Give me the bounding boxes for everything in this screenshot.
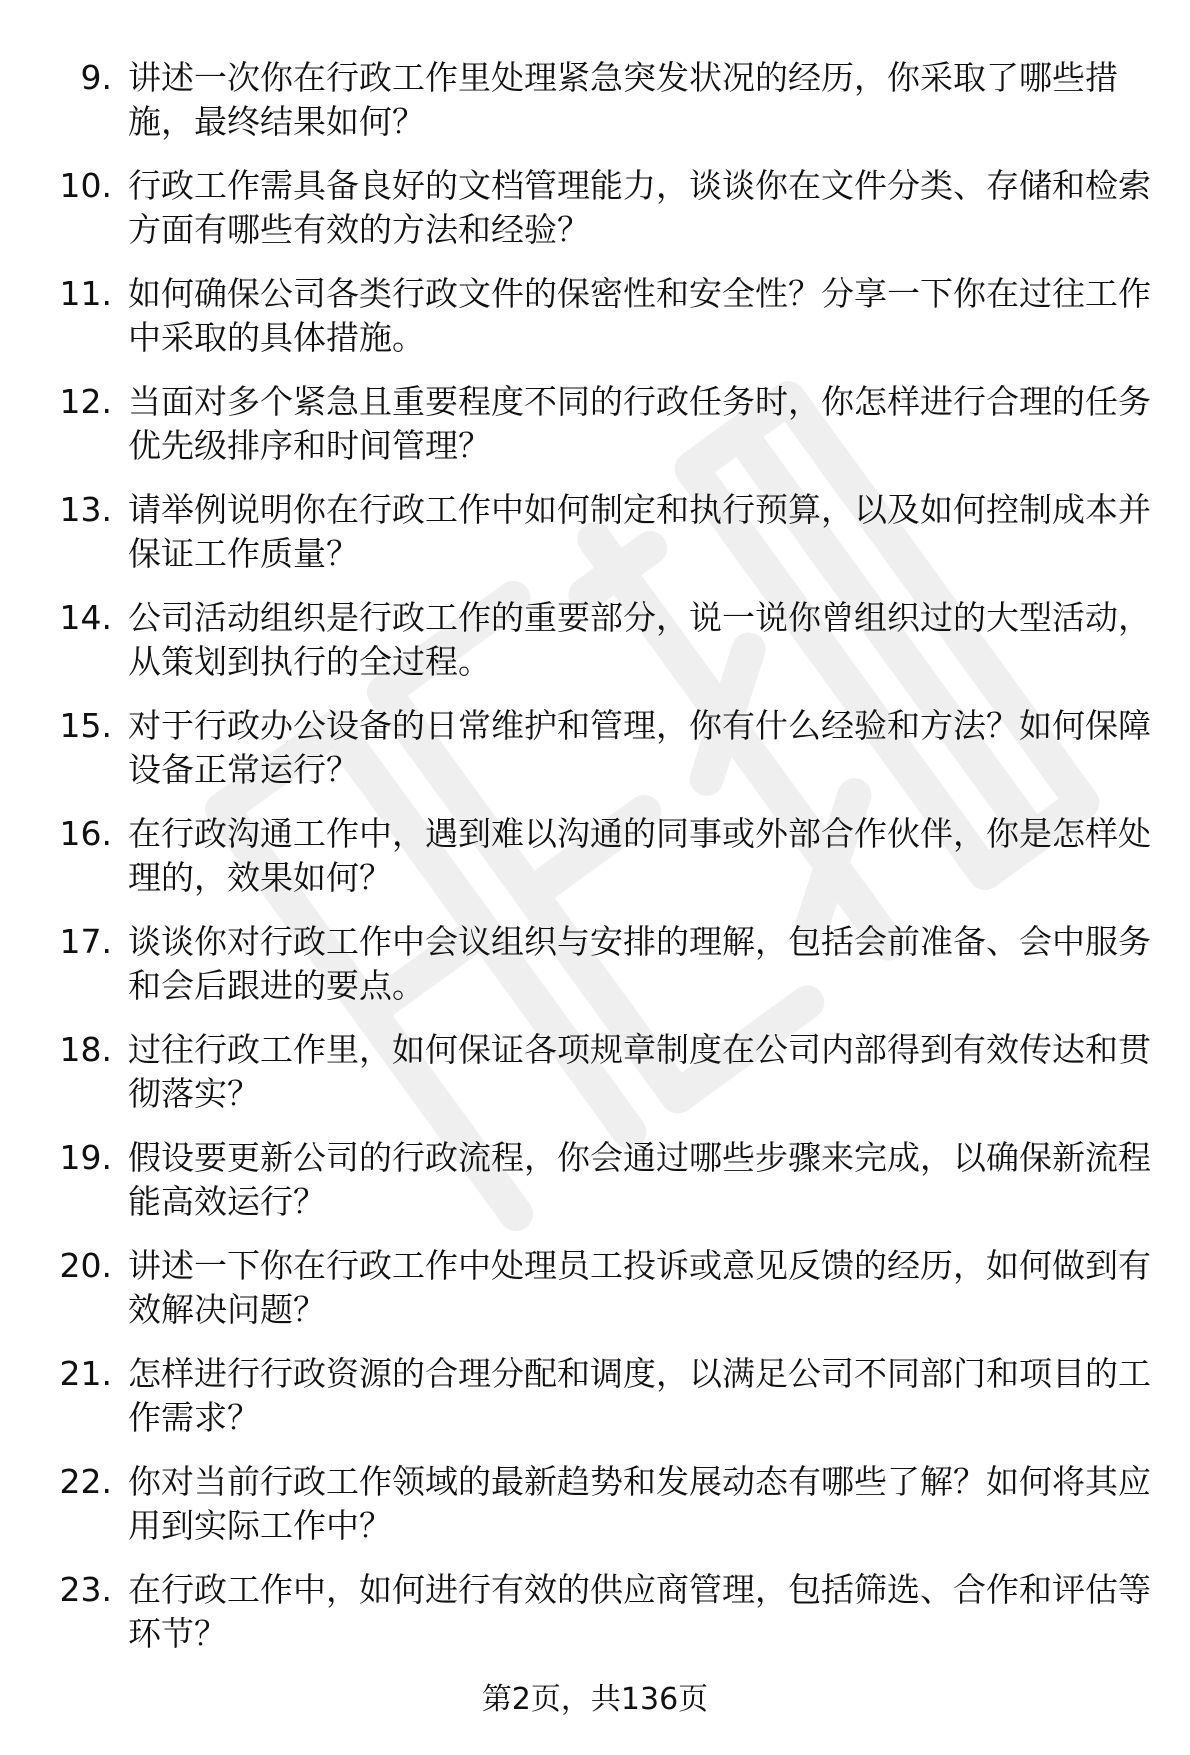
question-item-19 (56, 1130, 1151, 1238)
question-number: 10. (59, 166, 112, 205)
question-item-11 (56, 266, 1151, 374)
question-item-15 (56, 698, 1151, 806)
question-number: 23. (59, 1570, 112, 1609)
question-item-21 (56, 1346, 1151, 1454)
question-number: 21. (59, 1354, 112, 1393)
question-number: 17. (59, 922, 112, 961)
question-number: 12. (59, 382, 112, 421)
question-number: 18. (59, 1030, 112, 1069)
question-text: 公司活动组织是行政工作的重要部分，说一说你曾组织过的大型活动，从策划到执行的全过程。 (128, 598, 1151, 681)
question-item-12 (56, 374, 1151, 482)
question-list (56, 50, 1151, 1670)
question-item-16 (56, 806, 1151, 914)
question-text: 讲述一下你在行政工作中处理员工投诉或意见反馈的经历，如何做到有效解决问题？ (128, 1246, 1151, 1329)
question-text: 对于行政办公设备的日常维护和管理，你有什么经验和方法？如何保障设备正常运行？ (128, 706, 1151, 789)
question-number: 16. (59, 814, 112, 853)
question-item-9 (56, 50, 1146, 158)
question-text: 在行政工作中，如何进行有效的供应商管理，包括筛选、合作和评估等环节？ (128, 1570, 1151, 1653)
question-number: 14. (59, 598, 112, 637)
question-text: 如何确保公司各类行政文件的保密性和安全性？分享一下你在过往工作中采取的具体措施。 (128, 274, 1151, 357)
question-text: 谈谈你对行政工作中会议组织与安排的理解，包括会前准备、会中服务和会后跟进的要点。 (128, 922, 1151, 1005)
question-number: 20. (59, 1246, 112, 1285)
question-item-23 (56, 1562, 1151, 1670)
question-item-22 (56, 1454, 1151, 1562)
question-item-18 (56, 1022, 1151, 1130)
question-item-14 (56, 590, 1151, 698)
question-text: 行政工作需具备良好的文档管理能力，谈谈你在文件分类、存储和检索方面有哪些有效的方法和经验？ (128, 166, 1151, 249)
question-item-10 (56, 158, 1151, 266)
question-text: 讲述一次你在行政工作里处理紧急突发状况的经历，你采取了哪些措施，最终结果如何？ (128, 58, 1118, 141)
question-text: 假设要更新公司的行政流程，你会通过哪些步骤来完成，以确保新流程能高效运行？ (128, 1138, 1151, 1221)
question-number: 11. (59, 274, 112, 313)
question-text: 你对当前行政工作领域的最新趋势和发展动态有哪些了解？如何将其应用到实际工作中？ (128, 1462, 1151, 1545)
question-number: 22. (59, 1462, 112, 1501)
question-text: 请举例说明你在行政工作中如何制定和执行预算，以及如何控制成本并保证工作质量？ (128, 490, 1151, 573)
question-text: 当面对多个紧急且重要程度不同的行政任务时，你怎样进行合理的任务优先级排序和时间管理？ (128, 382, 1151, 465)
question-item-13 (56, 482, 1151, 590)
question-item-20 (56, 1238, 1151, 1346)
question-text: 怎样进行行政资源的合理分配和调度，以满足公司不同部门和项目的工作需求？ (128, 1354, 1151, 1437)
question-number: 9. (80, 58, 112, 97)
question-item-17 (56, 914, 1151, 1022)
question-text: 在行政沟通工作中，遇到难以沟通的同事或外部合作伙伴，你是怎样处理的，效果如何？ (128, 814, 1151, 897)
question-number: 13. (59, 490, 112, 529)
question-number: 15. (59, 706, 112, 745)
question-number: 19. (59, 1138, 112, 1177)
page-number-footer: 第2页，共136页 (481, 1682, 709, 1717)
question-text: 过往行政工作里，如何保证各项规章制度在公司内部得到有效传达和贯彻落实？ (128, 1030, 1151, 1113)
